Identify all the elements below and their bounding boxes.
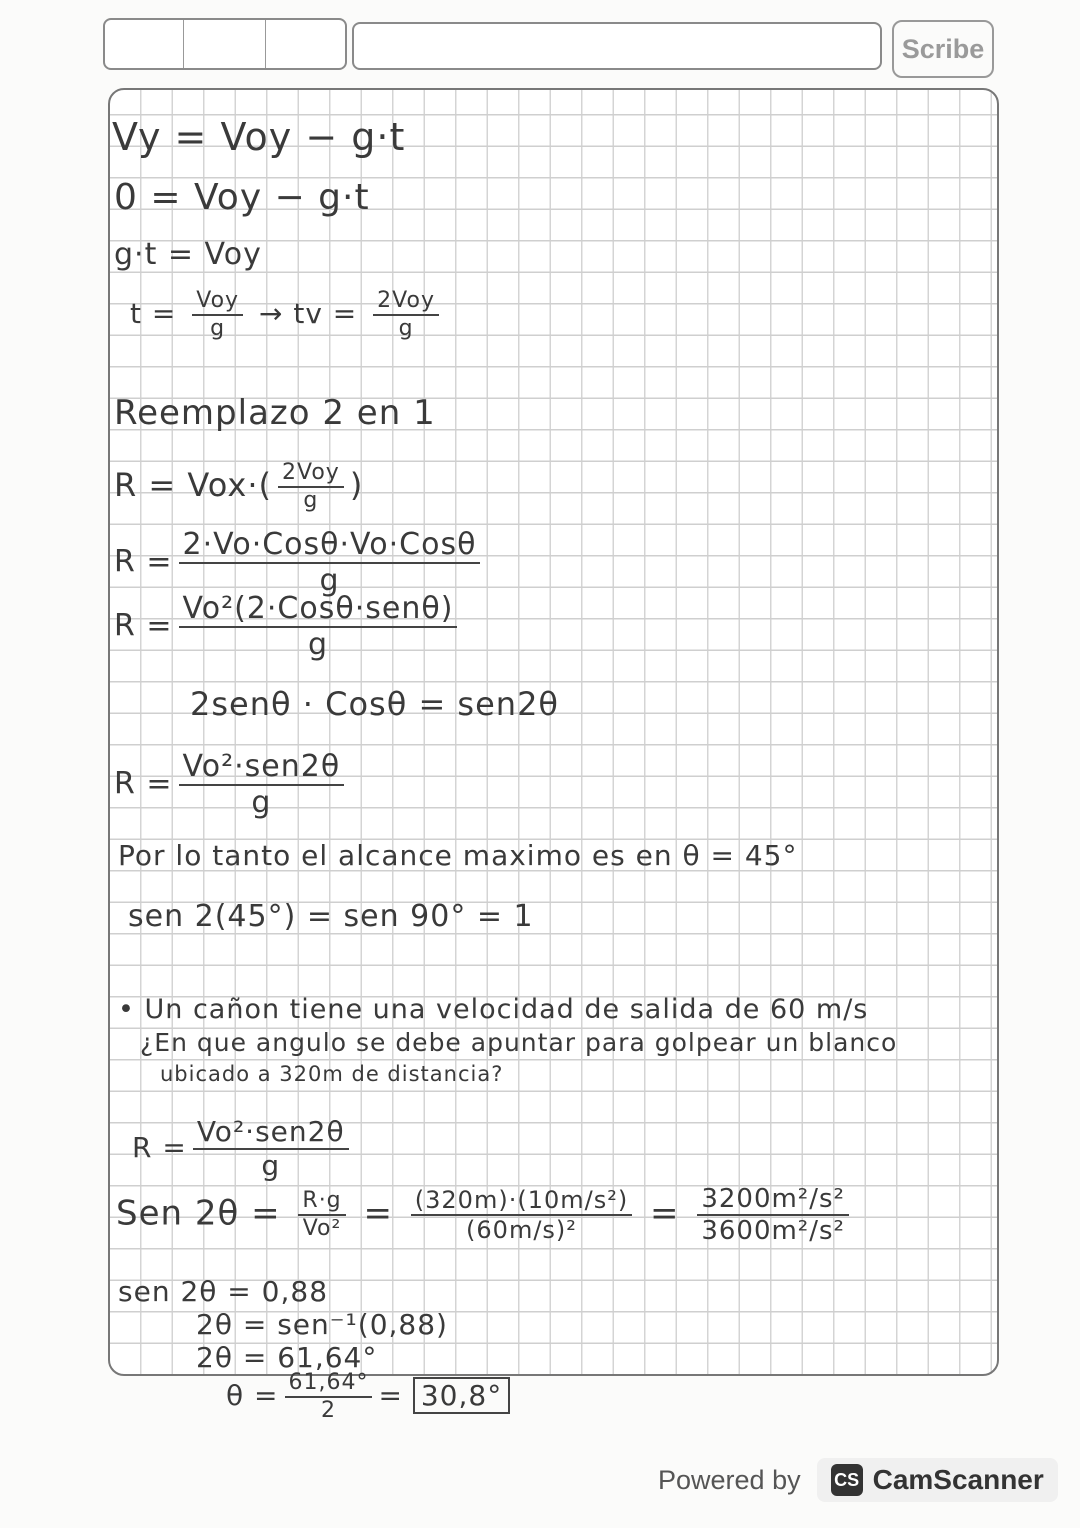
text: R = [114, 608, 173, 644]
denominator: 2 [320, 1398, 336, 1423]
numerator: (320m)·(10m/s²) [411, 1188, 632, 1216]
numerator: Voy [192, 290, 243, 316]
text: ) [349, 466, 364, 504]
equation-line [114, 749, 350, 820]
equation-line [114, 462, 363, 512]
identity-line: 2senθ · Cosθ = sen2θ [190, 685, 559, 723]
numerator: 2Voy [278, 462, 344, 488]
denominator: g [307, 627, 328, 662]
equation-line: 2θ = sen⁻¹(0,88) [196, 1308, 448, 1341]
equation-line [116, 1186, 855, 1244]
equation-line: 0 = Voy − g·t [114, 177, 370, 218]
equation-line [130, 290, 445, 340]
fraction [193, 1115, 349, 1182]
denominator: g [319, 563, 340, 598]
fraction [373, 290, 439, 340]
numerator: R·g [298, 1190, 345, 1216]
date-divider [265, 20, 266, 68]
fraction [298, 1190, 345, 1240]
problem-line: ¿En que angulo se debe apuntar para golpear un blanco [140, 1028, 898, 1057]
numerator: 2·Vo·Cosθ·Vo·Cosθ [179, 530, 481, 564]
denominator: 3600m²/s² [701, 1216, 845, 1246]
final-answer: 30,8° [413, 1377, 510, 1414]
scribe-logo: Scribe [892, 20, 994, 78]
equation-line: sen 2(45°) = sen 90° = 1 [128, 899, 534, 934]
fraction [179, 591, 458, 662]
problem-line: ubicado a 320m de distancia? [160, 1062, 504, 1086]
grid-paper [108, 88, 999, 1376]
numerator: Vo²(2·Cosθ·senθ) [179, 594, 458, 628]
text: = [363, 1193, 393, 1234]
fraction [278, 462, 344, 512]
camscanner-badge [817, 1458, 1058, 1502]
numerator: Vo²·sen2θ [179, 752, 345, 786]
title-box [352, 22, 882, 70]
denominator: g [210, 316, 226, 341]
heading-line: Reemplazo 2 en 1 [114, 393, 436, 433]
numerator: 3200m²/s² [697, 1186, 849, 1216]
numerator: 2Voy [373, 290, 439, 316]
date-box [103, 18, 347, 70]
equation-line: 2θ = 61,64° [196, 1341, 378, 1374]
text: = [650, 1193, 680, 1234]
fraction [411, 1188, 632, 1242]
text: Sen 2θ = [116, 1193, 281, 1234]
camscanner-name: CamScanner [872, 1464, 1044, 1495]
fraction [285, 1372, 373, 1422]
powered-by-text: Powered by [658, 1464, 801, 1495]
problem-line: • Un cañon tiene una velocidad de salida de 60 m/s [118, 994, 869, 1025]
text: R = [114, 544, 173, 580]
text: R = [114, 766, 173, 802]
fraction [192, 290, 243, 340]
text: = [378, 1379, 403, 1412]
text: R = Vox·( [114, 466, 272, 504]
equation-line [114, 591, 463, 662]
numerator: 61,64° [285, 1372, 373, 1398]
fraction [179, 527, 481, 598]
denominator: g [303, 488, 319, 513]
denominator: g [251, 785, 272, 820]
date-divider [183, 20, 184, 68]
numerator: Vo²·sen2θ [193, 1118, 349, 1150]
equation-line: sen 2θ = 0,88 [118, 1275, 329, 1308]
denominator: g [398, 316, 414, 341]
equation-line [132, 1115, 355, 1182]
fraction [179, 749, 345, 820]
camscanner-watermark [658, 1458, 1058, 1502]
text: → tv = [258, 297, 358, 330]
camscanner-logo-icon: CS [831, 1464, 863, 1496]
result-line [226, 1372, 510, 1422]
denominator: g [261, 1149, 281, 1182]
text: θ = [226, 1379, 279, 1412]
denominator: (60m/s)² [466, 1216, 577, 1244]
denominator: Vo² [302, 1216, 342, 1241]
equation-line: Vy = Voy − g·t [112, 115, 406, 159]
equation-line [114, 527, 486, 598]
equation-line: g·t = Voy [114, 237, 262, 272]
conclusion-line: Por lo tanto el alcance maximo es en θ = 45° [118, 839, 798, 872]
text: t = [130, 297, 177, 330]
fraction [697, 1186, 849, 1244]
text: R = [132, 1131, 187, 1164]
